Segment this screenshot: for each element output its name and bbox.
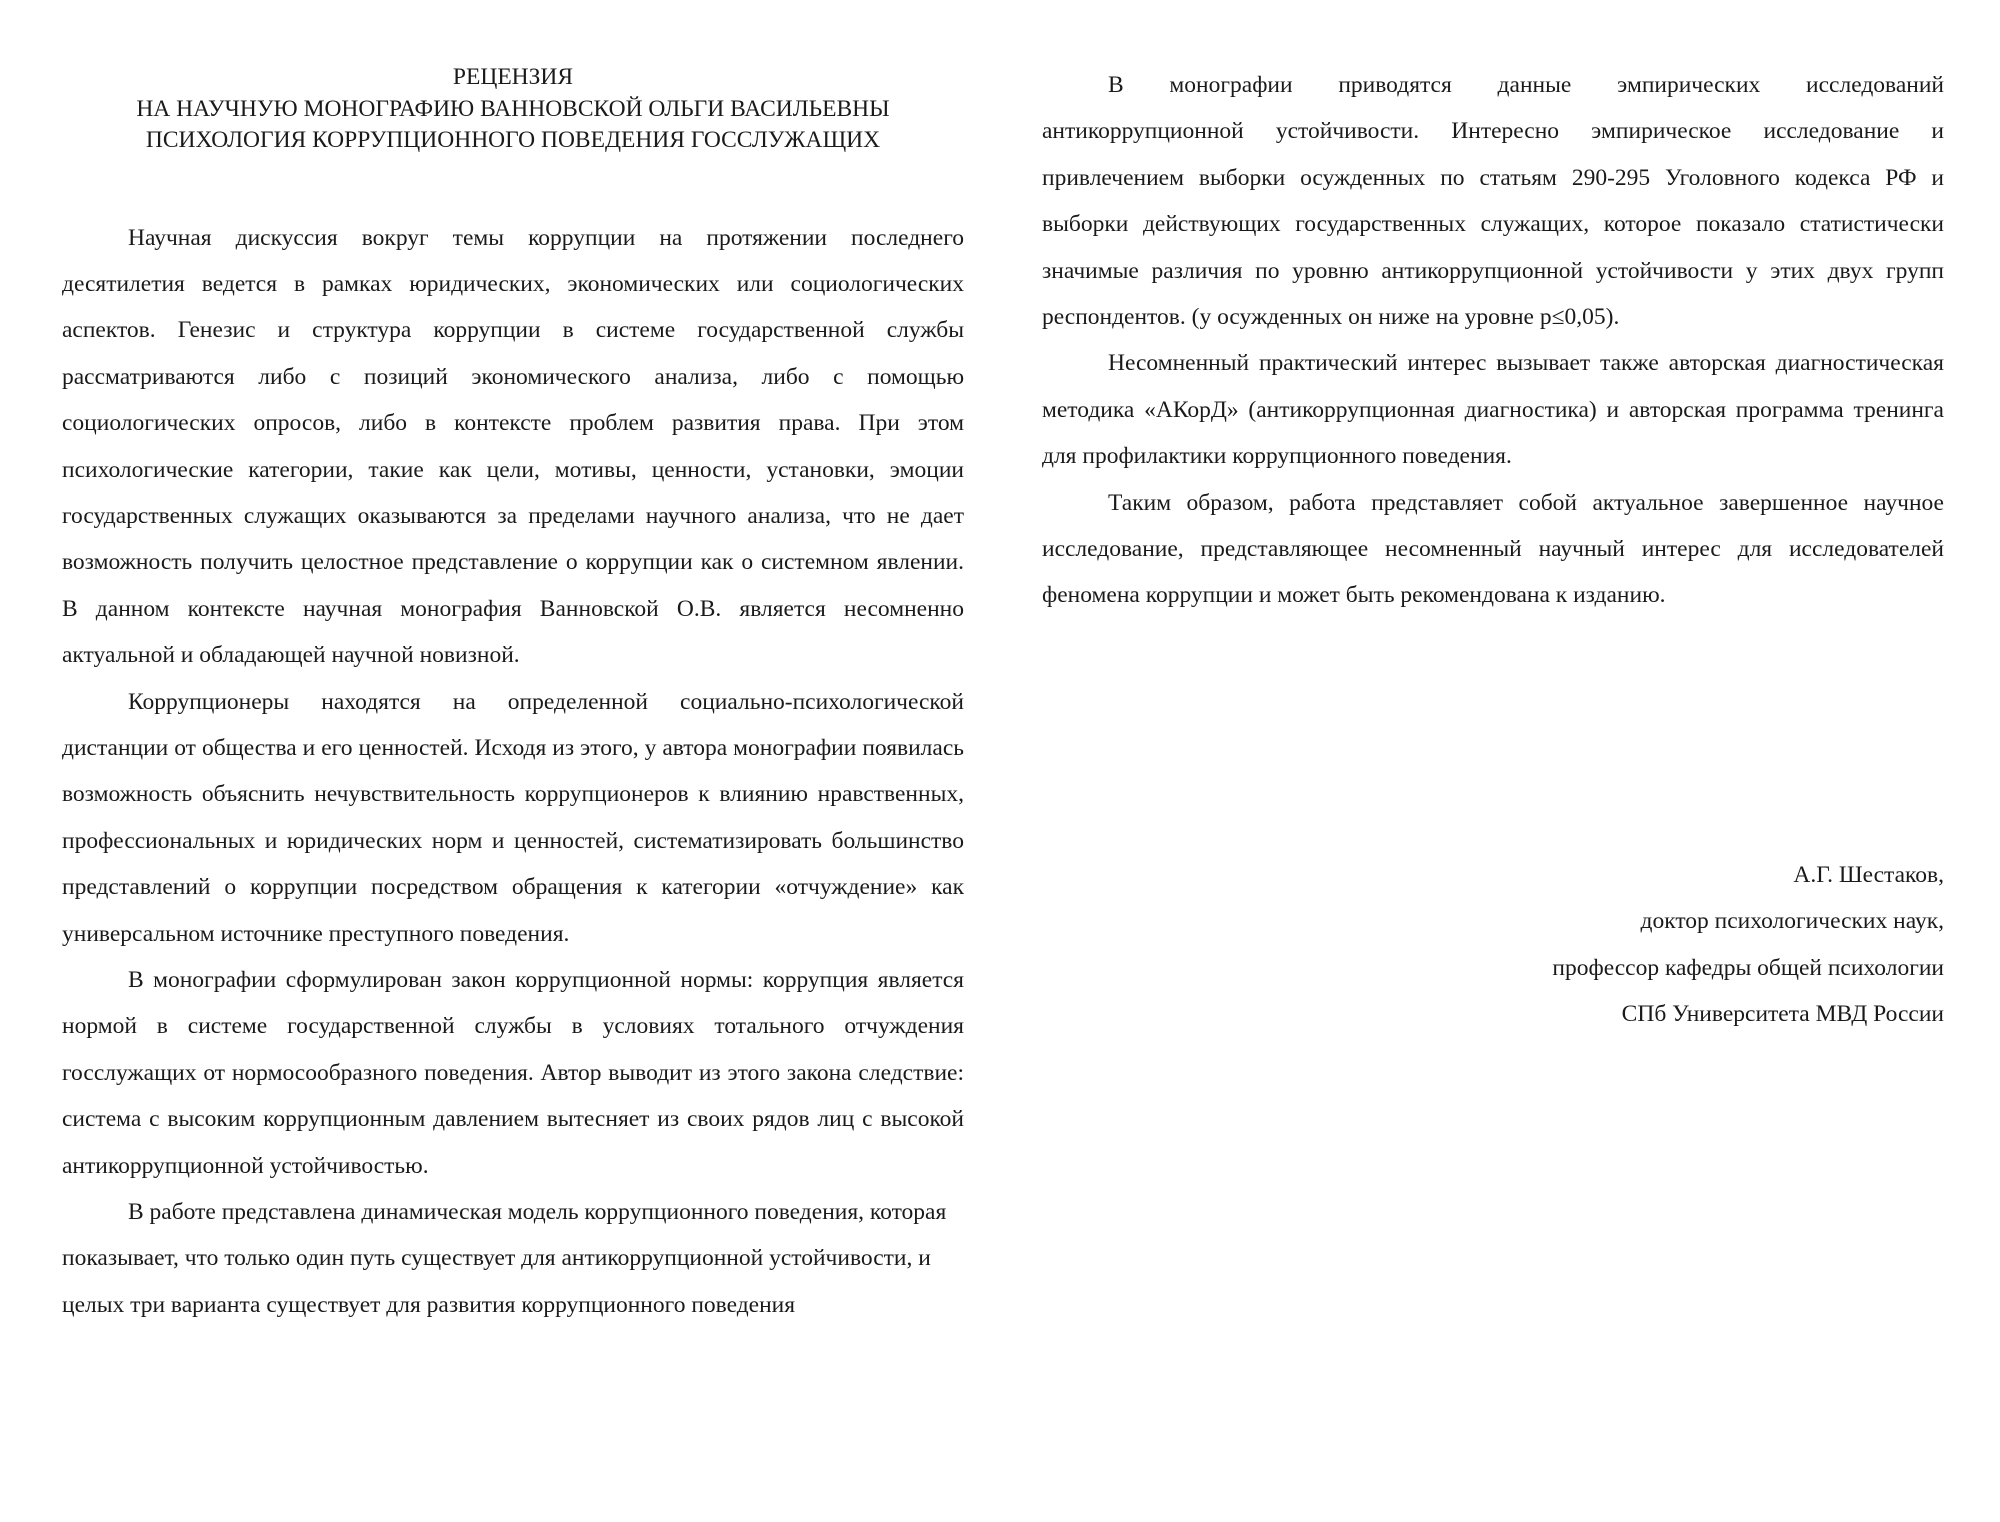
right-paragraph-2: Несомненный практический интерес вызывает также авторская диагностическая методика «АКорД» (антикоррупционная диагностика) и авторская программа тренинга для профилактики коррупционного поведения. [1042,350,1944,470]
document-heading [62,62,964,157]
signature-block [1552,852,1944,1038]
heading-title: РЕЦЕНЗИЯ [452,64,574,90]
signature-degree: доктор психологических наук, [1640,908,1944,935]
left-paragraph-1: Научная дискуссия вокруг темы коррупции на протяжении последнего десятилетия ведется в рамках юридических, экономических или социологических аспектов. Генезис и структура коррупции в системе государственной службы рассматриваются либо с позиций экономического анализа, либо с помощью социологических опросов, либо в контексте проблем развития права. При этом психологические категории, такие как цели, мотивы, ценности, установки, эмоции государственных служащих оказываются за пределами научного анализа, что не дает возможность получить целостное представление о коррупции как о системном явлении. В данном контексте научная монография Ванновской О.В. является несомненно актуальной и обладающей научной новизной. [62,224,964,669]
left-column [62,62,964,1328]
signature-name: А.Г. Шестаков, [1793,862,1944,888]
right-column [1042,62,1944,619]
left-paragraph-4: В работе представлена динамическая модель коррупционного поведения, которая показывает, что только один путь существует для антикоррупционной устойчивости, и целых три варианта существует для развития коррупционного поведения [62,1199,947,1318]
heading-subtitle: НА НАУЧНУЮ МОНОГРАФИЮ ВАННОВСКОЙ ОЛЬГИ ВАСИЛЬЕВНЫ [136,95,890,122]
right-paragraph-3: Таким образом, работа представляет собой актуальное завершенное научное исследование, представляющее несомненный научный интерес для исследователей феномена коррупции и может быть рекомендована к изданию. [1042,489,1944,609]
left-paragraph-2: Коррупционеры находятся на определенной социально-психологической дистанции от общества и его ценностей. Исходя из этого, у автора монографии появилась возможность объяснить нечувствительность коррупционеров к влиянию нравственных, профессиональных и юридических норм и ценностей, систематизировать большинство представлений о коррупции посредством обращения к категории «отчуждение» как универсальном источнике преступного поведения. [62,688,964,947]
left-paragraph-3: В монографии сформулирован закон коррупционной нормы: коррупция является нормой в системе государственной службы в условиях тотального отчуждения госслужащих от нормосообразного поведения. Автор выводит из этого закона следствие: система с высоким коррупционным давлением вытесняет из своих рядов лиц с высокой антикоррупционной устойчивостью. [62,967,964,1179]
signature-position: профессор кафедры общей психологии [1552,954,1944,981]
right-paragraph-1: В монографии приводятся данные эмпирических исследований антикоррупционной устойчивости. Интересно эмпирическое исследование и привлечением выборки осужденных по статьям 290-295 Уголовного кодекса РФ и выборки действующих государственных служащих, которое показало статистически значимые различия по уровню антикоррупционной устойчивости у этих двух групп респондентов. (у осужденных он ниже на уровне p≤0,05). [1042,72,1944,331]
heading-monograph-title: ПСИХОЛОГИЯ КОРРУПЦИОННОГО ПОВЕДЕНИЯ ГОССЛУЖАЩИХ [145,127,881,153]
signature-organization: СПб Университета МВД России [1621,1001,1944,1028]
